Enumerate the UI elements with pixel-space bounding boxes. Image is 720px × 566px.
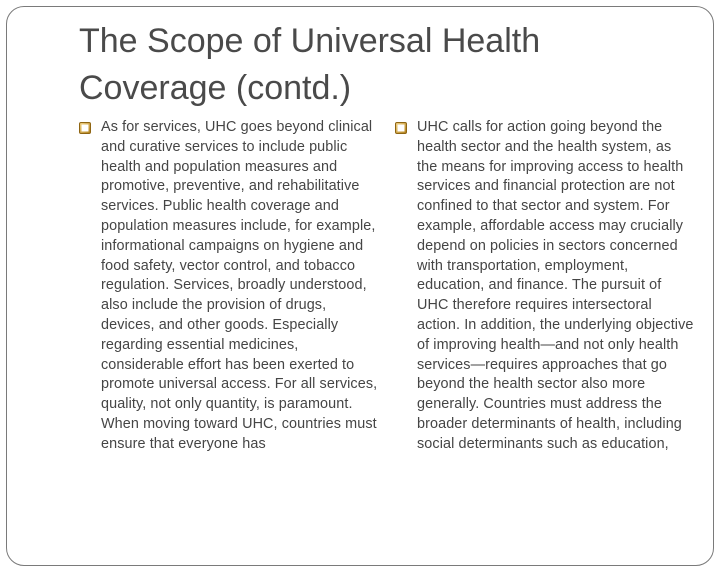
square-checkbox-bullet-icon — [395, 122, 407, 134]
right-bullet-item — [395, 118, 695, 455]
square-checkbox-bullet-icon — [79, 122, 91, 134]
slide-title: The Scope of Universal Health Coverage (contd.) — [79, 22, 541, 107]
left-bullet-text: As for services, UHC goes beyond clinical and curative services to include public health and population measures and promotive, preventive, and rehabilitative services. Public health coverage and population measures include, for example, informational campaigns on hygiene and food safety, vector control, and tobacco regulation. Services, broadly understood, also include the provision of drugs, devices, and other goods. Especially regarding essential medicines, considerable effort has been exerted to promote universal access. For all services, quality, not only quantity, is paramount. When moving toward UHC, countries must ensure that everyone has — [101, 119, 378, 452]
right-bullet-text: UHC calls for action going beyond the health sector and the health system, as the means for improving access to health services and financial protection are not confined to that sector and system. For example, affordable access may crucially depend on policies in sectors concerned with transportation, employment, education, and finance. The pursuit of UHC therefore requires intersectoral action. In addition, the underlying objective of improving health—and not only health services—requires approaches that go beyond the health sector also more generally. Countries must address the broader determinants of health, including social determinants such as education, — [417, 119, 694, 452]
left-bullet-item — [79, 118, 379, 455]
